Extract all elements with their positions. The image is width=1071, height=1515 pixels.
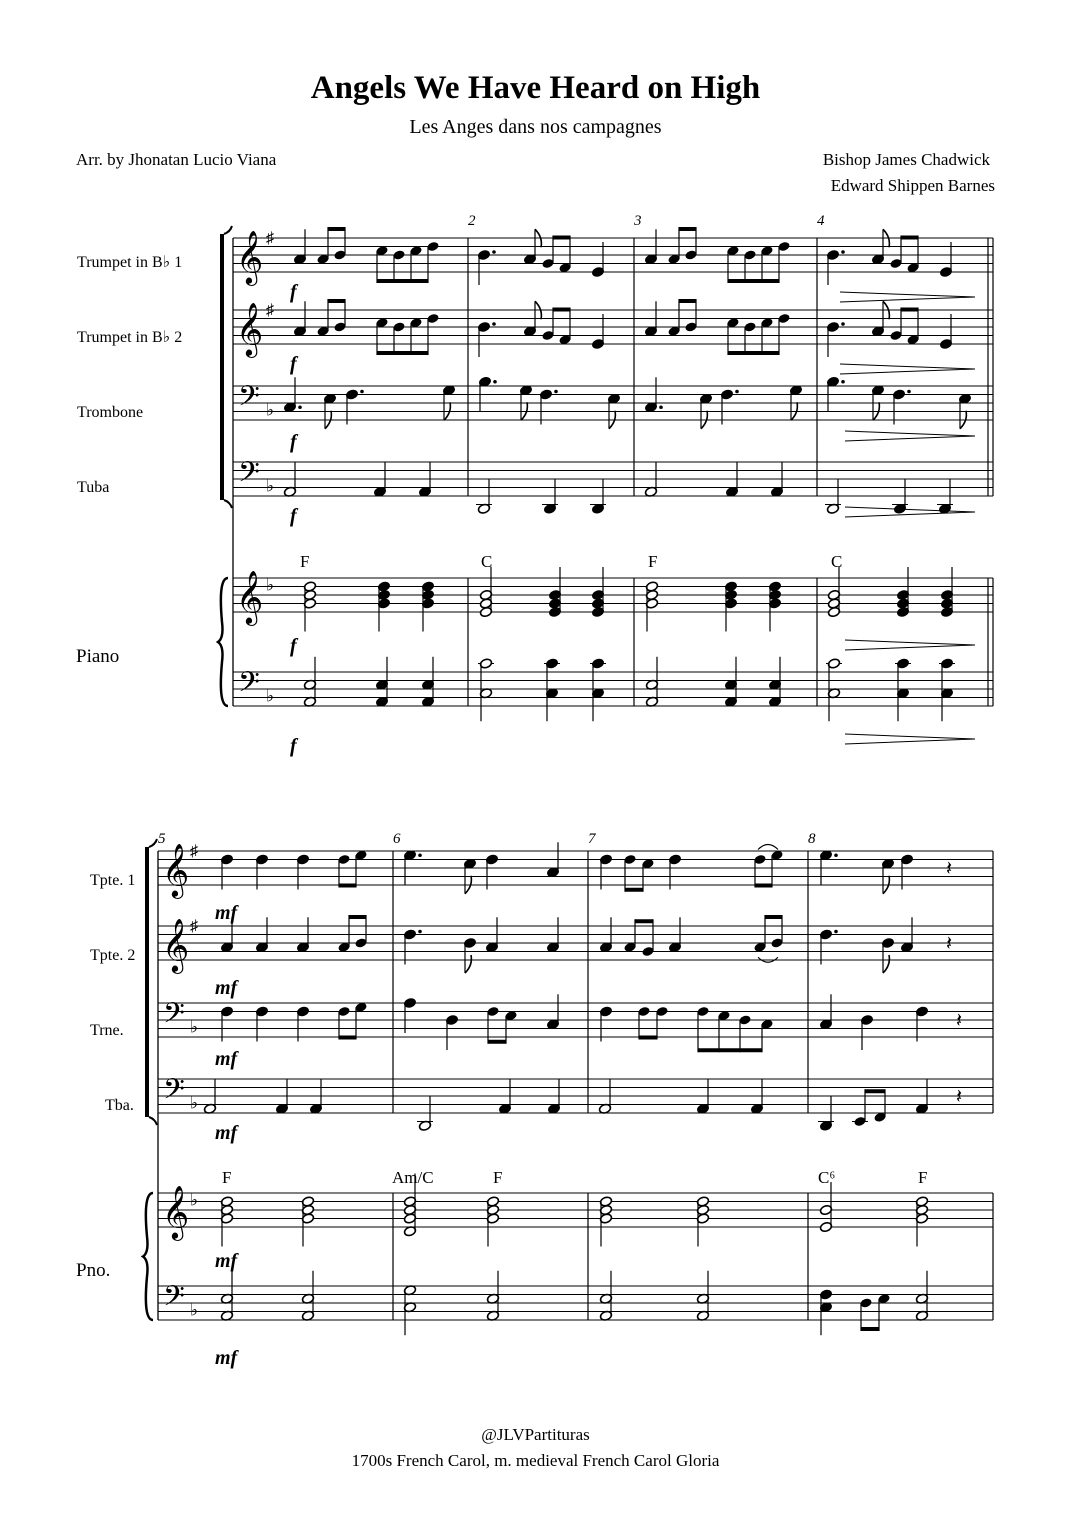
treble-clef: 𝄞 bbox=[236, 303, 264, 355]
lyricist-credit: Bishop James Chadwick bbox=[822, 150, 990, 169]
augmentation-dot bbox=[659, 405, 663, 409]
beam bbox=[698, 1048, 762, 1052]
augmentation-dot bbox=[298, 405, 302, 409]
key-signature-flat: ♭ bbox=[266, 686, 275, 706]
dynamic-marking: f bbox=[290, 735, 297, 757]
augmentation-dot bbox=[492, 250, 496, 254]
chord-symbol: F bbox=[222, 1168, 232, 1187]
measure-number: 8 bbox=[808, 831, 816, 847]
footer-handle: @JLVPartituras bbox=[481, 1425, 590, 1444]
decrescendo-hairpin bbox=[845, 507, 975, 517]
beam bbox=[901, 236, 918, 240]
key-signature-flat: ♭ bbox=[266, 476, 275, 496]
augmentation-dot bbox=[360, 390, 364, 394]
beam bbox=[635, 919, 653, 923]
key-signature-sharp: ♯ bbox=[190, 918, 198, 935]
measure-number: 2 bbox=[468, 213, 476, 229]
instrument-label: Tuba bbox=[77, 479, 110, 496]
system-bracket bbox=[145, 847, 149, 1117]
decrescendo-hairpin bbox=[845, 734, 975, 744]
slur bbox=[758, 845, 778, 850]
chord-symbol: Am/C bbox=[392, 1168, 434, 1187]
dynamic-marking: mf bbox=[215, 1122, 238, 1144]
dynamic-marking: f bbox=[290, 281, 297, 303]
beam bbox=[679, 227, 696, 231]
bass-clef: 𝄢 bbox=[238, 668, 260, 705]
treble-clef: 𝄞 bbox=[162, 919, 190, 971]
beam bbox=[488, 1040, 506, 1044]
dynamic-marking: mf bbox=[215, 902, 238, 924]
key-signature-sharp: ♯ bbox=[190, 843, 198, 860]
augmentation-dot bbox=[735, 390, 739, 394]
beam bbox=[728, 279, 779, 283]
dynamic-marking: mf bbox=[215, 1048, 238, 1070]
augmentation-dot bbox=[834, 930, 838, 934]
measure-number: 6 bbox=[393, 831, 401, 847]
measure-number: 3 bbox=[634, 213, 642, 229]
treble-clef: 𝄞 bbox=[162, 1186, 190, 1238]
bass-clef: 𝄢 bbox=[163, 1282, 185, 1319]
dynamic-marking: f bbox=[290, 431, 297, 453]
augmentation-dot bbox=[418, 930, 422, 934]
chord-symbol: F bbox=[648, 552, 658, 571]
beam bbox=[328, 227, 345, 231]
key-signature-flat: ♭ bbox=[190, 1017, 199, 1037]
treble-clef: 𝄞 bbox=[162, 844, 190, 896]
bracket-hook bbox=[224, 226, 232, 234]
beam bbox=[865, 1089, 885, 1093]
augmentation-dot bbox=[907, 390, 911, 394]
measure-number: 4 bbox=[817, 213, 825, 229]
beam bbox=[349, 915, 366, 919]
beam bbox=[377, 351, 428, 355]
bass-clef: 𝄢 bbox=[238, 382, 260, 419]
key-signature-sharp: ♯ bbox=[266, 230, 274, 247]
chord-symbol: F bbox=[300, 552, 310, 571]
decrescendo-hairpin bbox=[845, 640, 975, 650]
dynamic-marking: f bbox=[290, 505, 297, 527]
instrument-label: Piano bbox=[76, 646, 120, 667]
quarter-rest: 𝄽 bbox=[946, 858, 953, 880]
chord-symbol: C bbox=[481, 552, 493, 571]
beam bbox=[328, 299, 345, 303]
arranger-credit: Arr. by Jhonatan Lucio Viana bbox=[76, 150, 277, 169]
decrescendo-hairpin bbox=[845, 431, 975, 441]
bracket-hook bbox=[149, 839, 157, 847]
note-flag bbox=[465, 955, 471, 973]
system-bracket bbox=[220, 234, 224, 500]
beam bbox=[755, 884, 772, 888]
piano-brace bbox=[218, 578, 228, 706]
bass-clef: 𝄢 bbox=[163, 999, 185, 1036]
beam bbox=[553, 236, 570, 240]
key-signature-sharp: ♯ bbox=[266, 302, 274, 319]
note-flag bbox=[883, 955, 889, 973]
treble-clef: 𝄞 bbox=[236, 571, 264, 623]
chord-symbol: C⁶ bbox=[818, 1168, 836, 1187]
key-signature-flat: ♭ bbox=[190, 1093, 199, 1113]
decrescendo-hairpin bbox=[840, 292, 975, 302]
beam bbox=[901, 308, 918, 312]
instrument-label: Tpte. 2 bbox=[90, 947, 136, 964]
beam bbox=[553, 308, 570, 312]
chord-symbol: F bbox=[493, 1168, 503, 1187]
augmentation-dot bbox=[554, 390, 558, 394]
quarter-rest: 𝄽 bbox=[946, 933, 953, 955]
key-signature-flat: ♭ bbox=[190, 1190, 199, 1210]
bracket-hook bbox=[224, 500, 232, 508]
measure-number: 7 bbox=[588, 831, 596, 847]
beam bbox=[639, 1036, 657, 1040]
dynamic-marking: f bbox=[290, 635, 297, 657]
instrument-label: Trombone bbox=[77, 404, 144, 421]
chord-symbol: F bbox=[918, 1168, 928, 1187]
page-subtitle: Les Anges dans nos campagnes bbox=[409, 116, 662, 138]
instrument-label: Tpte. 1 bbox=[90, 872, 136, 889]
treble-clef: 𝄞 bbox=[236, 231, 264, 283]
quarter-rest: 𝄽 bbox=[956, 1010, 963, 1032]
bass-clef: 𝄢 bbox=[238, 458, 260, 495]
piano-brace bbox=[143, 1193, 153, 1320]
instrument-label: Pno. bbox=[76, 1260, 111, 1281]
beam bbox=[625, 888, 643, 892]
beam bbox=[339, 884, 356, 888]
chord-symbol: C bbox=[831, 552, 843, 571]
beam bbox=[765, 915, 782, 919]
key-signature-flat: ♭ bbox=[266, 400, 275, 420]
augmentation-dot bbox=[493, 380, 497, 384]
key-signature-flat: ♭ bbox=[266, 575, 275, 595]
augmentation-dot bbox=[834, 853, 838, 857]
dynamic-marking: mf bbox=[215, 977, 238, 999]
augmentation-dot bbox=[418, 853, 422, 857]
dynamic-marking: f bbox=[290, 353, 297, 375]
augmentation-dot bbox=[841, 322, 845, 326]
instrument-label: Tba. bbox=[105, 1097, 134, 1114]
page-title: Angels We Have Heard on High bbox=[310, 70, 761, 106]
beam bbox=[728, 351, 779, 355]
beam bbox=[861, 1327, 879, 1331]
augmentation-dot bbox=[492, 322, 496, 326]
instrument-label: Trne. bbox=[90, 1022, 124, 1039]
instrument-label: Trumpet in B♭ 2 bbox=[77, 329, 183, 346]
dynamic-marking: mf bbox=[215, 1250, 238, 1272]
decrescendo-hairpin bbox=[840, 364, 975, 374]
augmentation-dot bbox=[841, 250, 845, 254]
beam bbox=[339, 1036, 356, 1040]
measure-number: 5 bbox=[158, 831, 166, 847]
footer-source: 1700s French Carol, m. medieval French Carol Gloria bbox=[351, 1451, 720, 1470]
bass-clef: 𝄢 bbox=[163, 1075, 185, 1112]
instrument-label: Trumpet in B♭ 1 bbox=[77, 254, 183, 271]
dynamic-marking: mf bbox=[215, 1347, 238, 1369]
beam bbox=[377, 279, 428, 283]
quarter-rest: 𝄽 bbox=[956, 1086, 963, 1108]
augmentation-dot bbox=[841, 380, 845, 384]
beam bbox=[679, 299, 696, 303]
composer-credit: Edward Shippen Barnes bbox=[830, 176, 995, 195]
key-signature-flat: ♭ bbox=[190, 1300, 199, 1320]
bracket-hook bbox=[149, 1117, 157, 1125]
